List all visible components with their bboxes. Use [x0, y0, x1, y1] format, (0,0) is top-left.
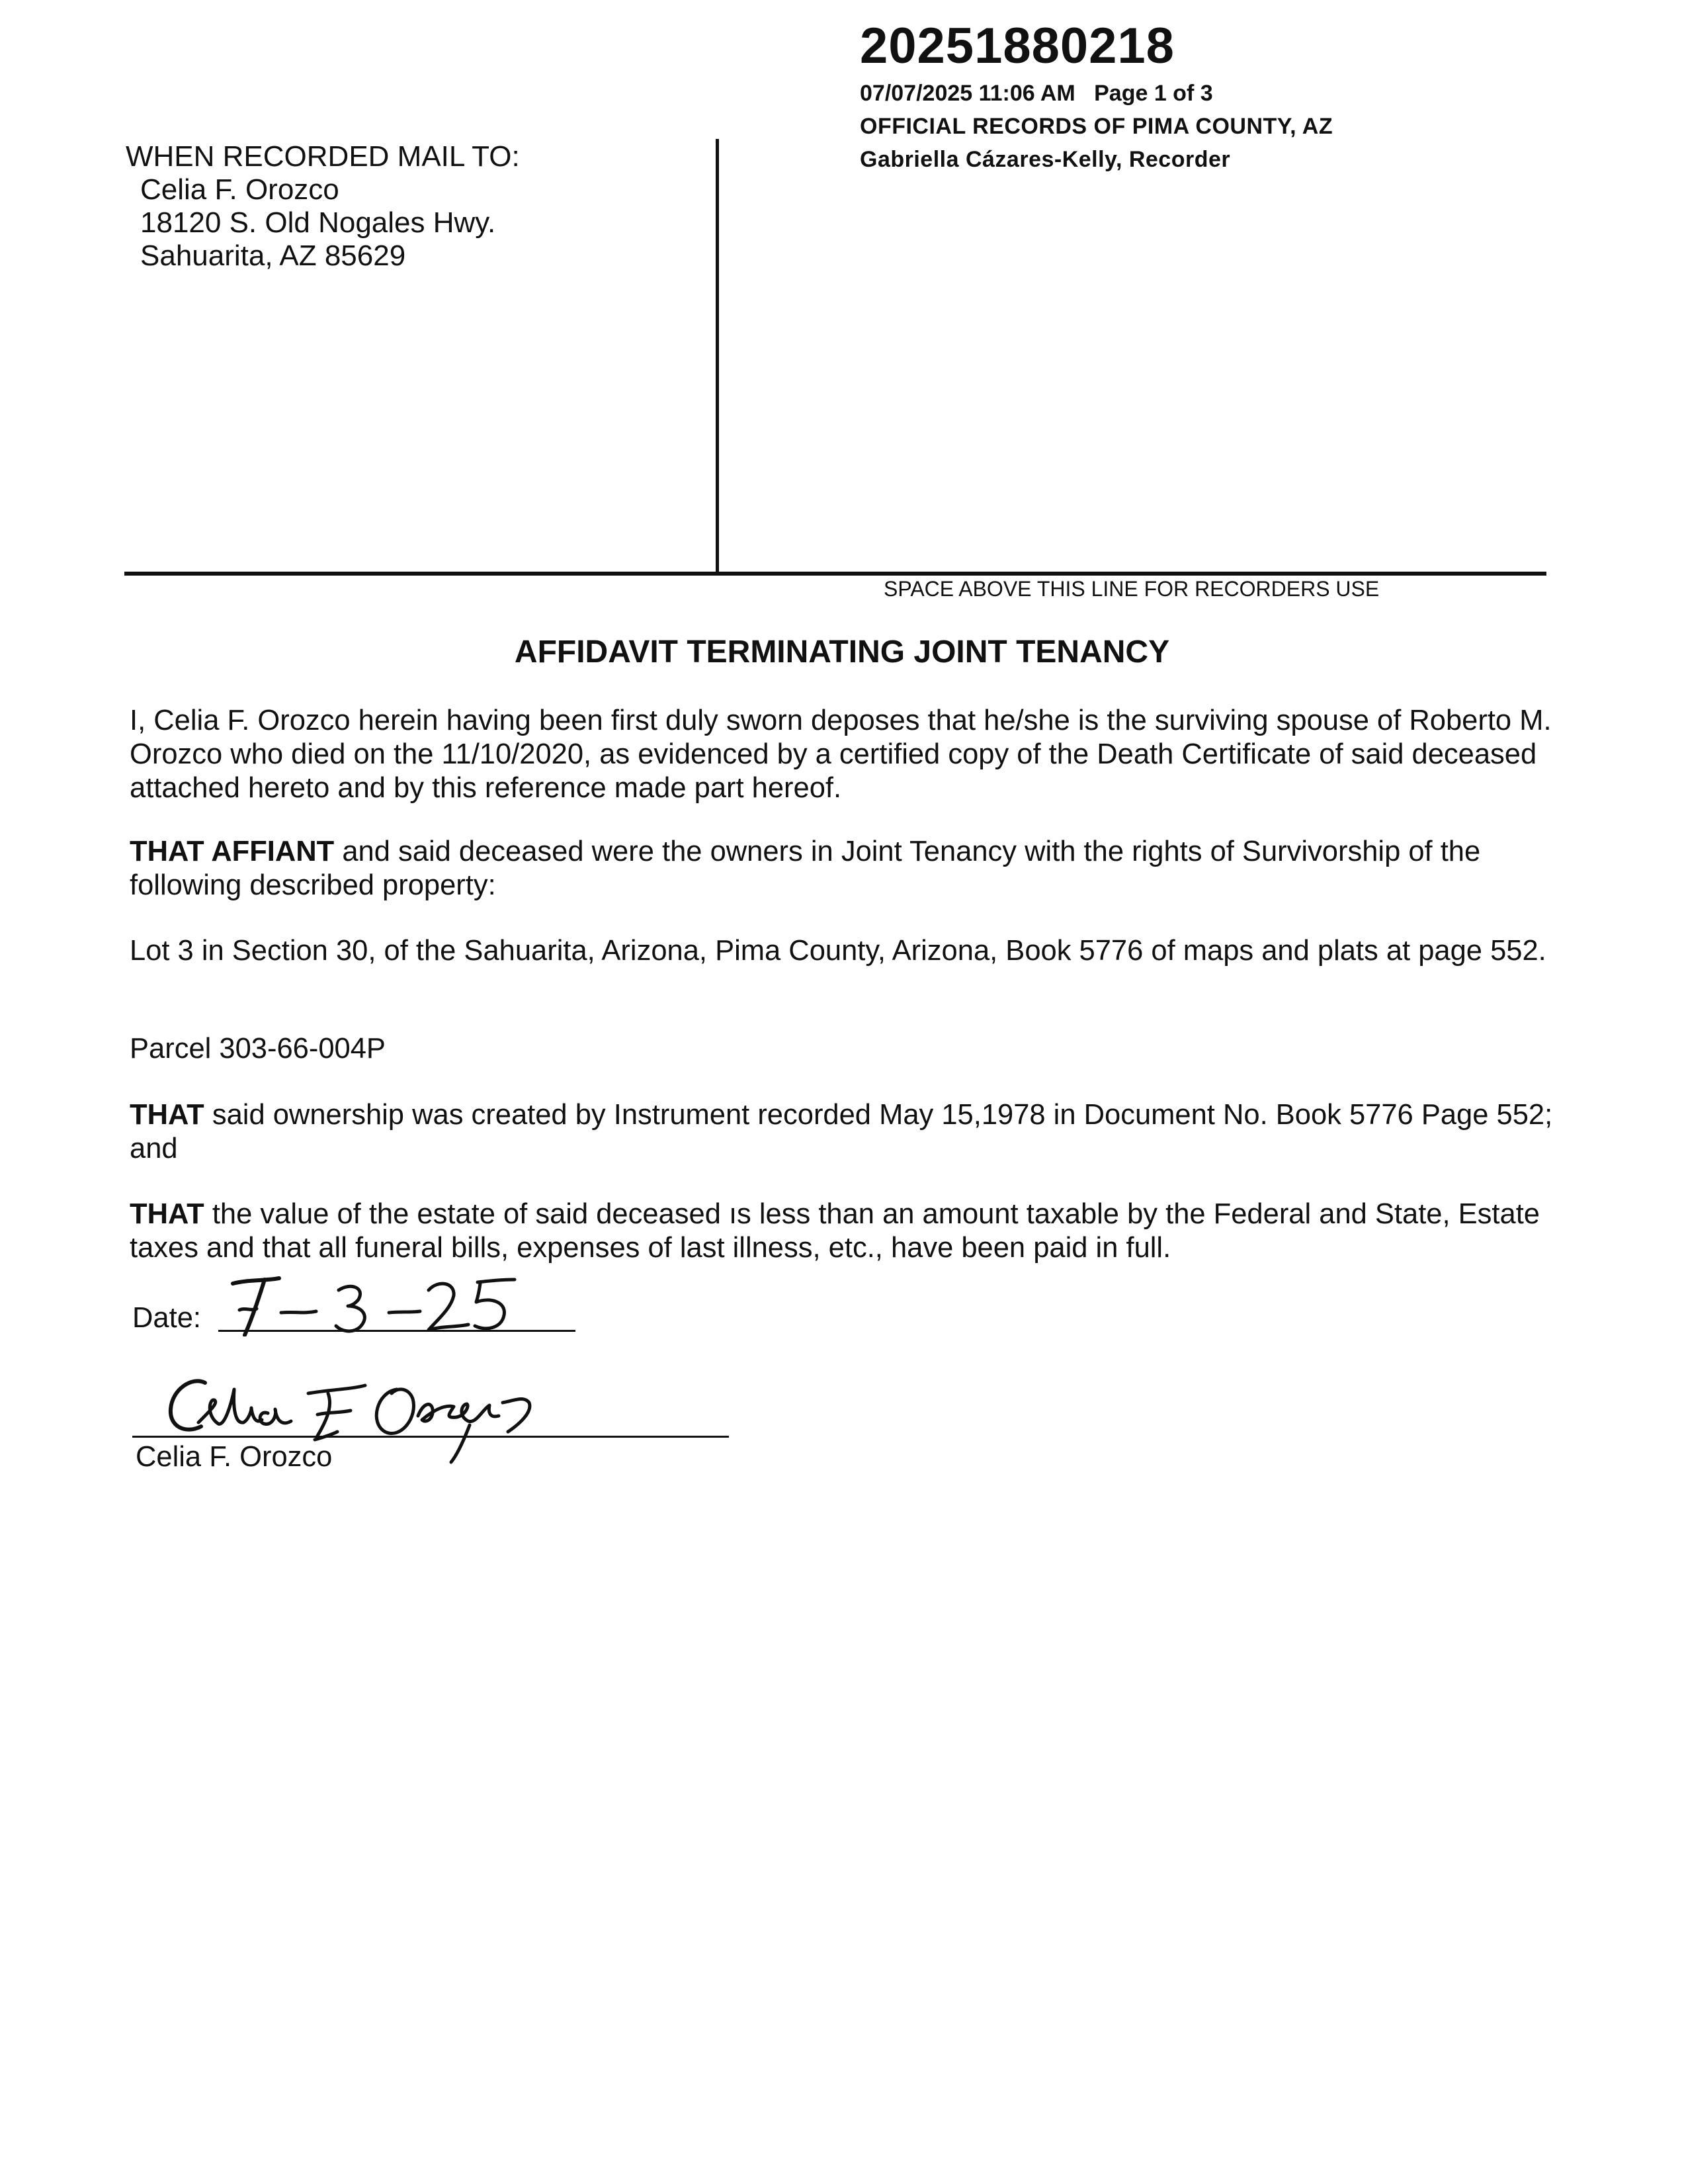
mail-to-street: 18120 S. Old Nogales Hwy.	[140, 206, 496, 239]
value-text: the value of the estate of said deceased ıs less than an amount taxable by the Federal and State, Estate taxes and that all funeral bills, expenses of last illness, etc., have been paid in full.	[130, 1198, 1540, 1264]
vertical-divider	[716, 139, 719, 574]
handwritten-date	[218, 1270, 562, 1336]
intro-paragraph: I, Celia F. Orozco herein having been first duly sworn deposes that he/she is the surviving spouse of Roberto M. Orozco who died on the 11/10/2020, as evidenced by a certified copy of the Death Certificate of said deceased attached hereto and by this reference made part hereof.	[130, 705, 1552, 804]
mail-to-city: Sahuarita, AZ 85629	[140, 240, 406, 272]
affiant-lead: THAT AFFIANT	[130, 836, 335, 867]
estate-value-paragraph	[130, 1198, 1558, 1265]
affiant-paragraph	[130, 835, 1558, 902]
parcel-number: Parcel 303-66-004P	[130, 1033, 386, 1065]
signature-underline	[132, 1436, 729, 1438]
date-label: Date:	[132, 1302, 201, 1334]
recorded-datetime-line	[860, 81, 1213, 107]
mail-to-name: Celia F. Orozco	[140, 173, 339, 206]
value-lead: THAT	[130, 1198, 204, 1230]
signer-name: Celia F. Orozco	[136, 1441, 333, 1473]
ownership-paragraph	[130, 1098, 1558, 1166]
recorder-name: Gabriella Cázares-Kelly, Recorder	[860, 147, 1231, 172]
recording-office: OFFICIAL RECORDS OF PIMA COUNTY, AZ	[860, 114, 1333, 139]
ownership-text: said ownership was created by Instrument recorded May 15,1978 in Document No. Book 5776 Page 552; and	[130, 1099, 1553, 1164]
legal-description: Lot 3 in Section 30, of the Sahuarita, Arizona, Pima County, Arizona, Book 5776 of maps and plats at page 552.	[130, 935, 1546, 967]
document-title: AFFIDAVIT TERMINATING JOINT TENANCY	[514, 634, 1170, 670]
recorder-use-note: SPACE ABOVE THIS LINE FOR RECORDERS USE	[884, 577, 1380, 601]
ownership-lead: THAT	[130, 1099, 204, 1131]
page-info: Page 1 of 3	[1094, 81, 1213, 106]
document-number: 20251880218	[860, 18, 1175, 74]
recorded-datetime: 07/07/2025 11:06 AM	[860, 81, 1075, 106]
mail-to-heading: WHEN RECORDED MAIL TO:	[126, 140, 520, 173]
affiant-text: and said deceased were the owners in Joint Tenancy with the rights of Survivorship of the following described property:	[130, 836, 1481, 901]
recorder-use-line	[124, 572, 1546, 576]
